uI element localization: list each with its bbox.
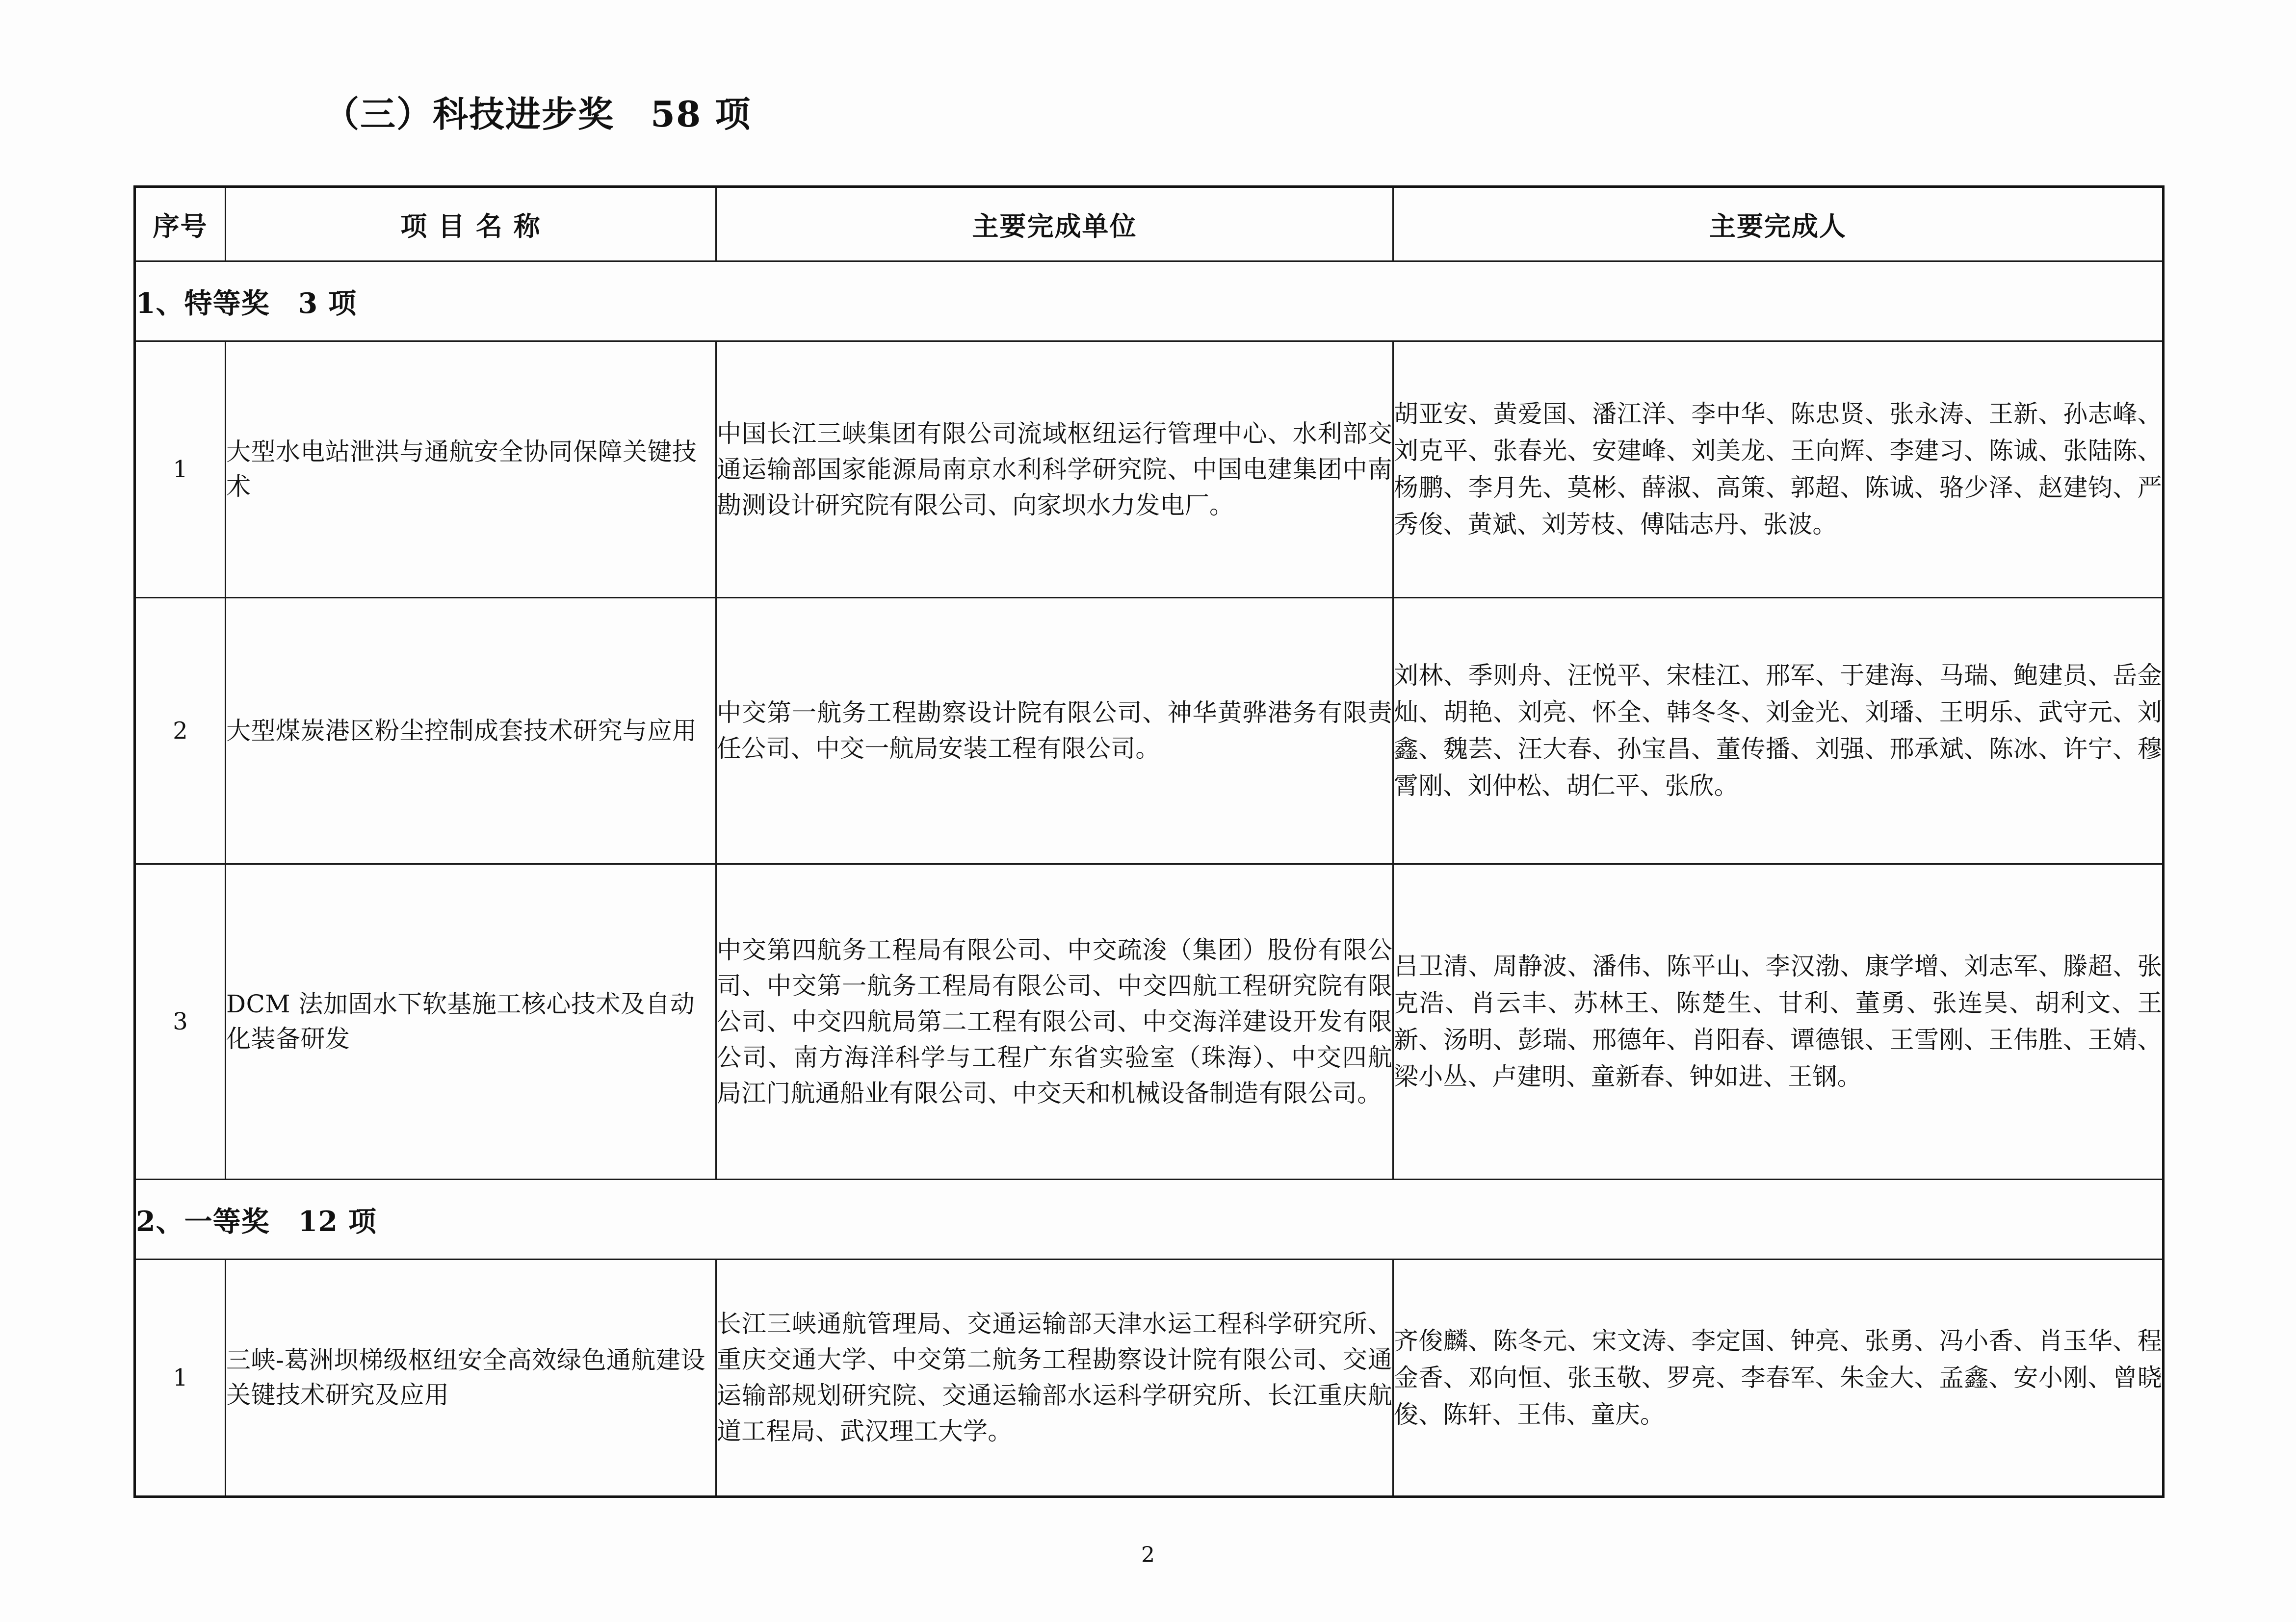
row-number: 1 [135,341,226,598]
row-number: 2 [135,598,226,864]
row-main-people: 齐俊麟、陈冬元、宋文涛、李定国、钟亮、张勇、冯小香、肖玉华、程金香、邓向恒、张玉敬、罗亮、李春军、朱金大、孟鑫、安小刚、曾晓俊、陈轩、王伟、童庆。 [1393,1260,2164,1497]
section-title: （三）科技进步奖 58 项 [324,93,752,135]
table-header-row [135,187,2164,261]
row-project-name: 三峡-葛洲坝梯级枢纽安全高效绿色通航建设关键技术研究及应用 [226,1260,716,1497]
row-main-units: 中国长江三峡集团有限公司流域枢纽运行管理中心、水利部交通运输部国家能源局南京水利科学研究院、中国电建集团中南勘测设计研究院有限公司、向家坝水力发电厂。 [716,341,1393,598]
award-table [133,185,2165,1498]
column-header-main-people: 主要完成人 [1393,187,2164,261]
row-project-name: 大型水电站泄洪与通航安全协同保障关键技术 [226,341,716,598]
row-main-units: 中交第四航务工程局有限公司、中交疏浚（集团）股份有限公司、中交第一航务工程局有限公司、中交四航工程研究院有限公司、中交四航局第二工程有限公司、中交海洋建设开发有限公司、南方海洋科学与工程广东省实验室（珠海）、中交四航局江门航通船业有限公司、中交天和机械设备制造有限公司。 [716,864,1393,1180]
row-main-units: 中交第一航务工程勘察设计院有限公司、神华黄骅港务有限责任公司、中交一航局安装工程有限公司。 [716,598,1393,864]
table-row [135,864,2164,1180]
row-main-people: 吕卫清、周静波、潘伟、陈平山、李汉渤、康学增、刘志军、滕超、张克浩、肖云丰、苏林王、陈楚生、甘利、董勇、张连昊、胡利文、王新、汤明、彭瑞、邢德年、肖阳春、谭德银、王雪刚、王伟胜、王婧、梁小丛、卢建明、童新春、钟如进、王钢。 [1393,864,2164,1180]
section-header-row-first-prize [135,1180,2164,1260]
row-number: 1 [135,1260,226,1497]
table-row [135,1260,2164,1497]
column-header-no: 序号 [135,187,226,261]
column-header-project-name: 项 目 名 称 [226,187,716,261]
table-row [135,598,2164,864]
column-header-main-units: 主要完成单位 [716,187,1393,261]
row-project-name: 大型煤炭港区粉尘控制成套技术研究与应用 [226,598,716,864]
row-number: 3 [135,864,226,1180]
section-label-special-prize: 1、特等奖 3 项 [135,261,2164,341]
row-main-people: 刘林、季则舟、汪悦平、宋桂江、邢军、于建海、马瑞、鲍建员、岳金灿、胡艳、刘亮、怀全、韩冬冬、刘金光、刘璠、王明乐、武守元、刘鑫、魏芸、汪大春、孙宝昌、董传播、刘强、邢承斌、陈冰、许宁、穆霄刚、刘仲松、胡仁平、张欣。 [1393,598,2164,864]
row-main-people: 胡亚安、黄爱国、潘江洋、李中华、陈忠贤、张永涛、王新、孙志峰、刘克平、张春光、安建峰、刘美龙、王向辉、李建习、陈诚、张陆陈、杨鹏、李月先、莫彬、薛淑、高策、郭超、陈诚、骆少泽、赵建钧、严秀俊、黄斌、刘芳枝、傅陆志丹、张波。 [1393,341,2164,598]
table-row [135,341,2164,598]
row-main-units: 长江三峡通航管理局、交通运输部天津水运工程科学研究所、重庆交通大学、中交第二航务工程勘察设计院有限公司、交通运输部规划研究院、交通运输部水运科学研究所、长江重庆航道工程局、武汉理工大学。 [716,1260,1393,1497]
page-number: 2 [1141,1543,1155,1568]
section-label-first-prize: 2、一等奖 12 项 [135,1180,2164,1260]
row-project-name: DCM 法加固水下软基施工核心技术及自动化装备研发 [226,864,716,1180]
section-header-row-special-prize [135,261,2164,341]
